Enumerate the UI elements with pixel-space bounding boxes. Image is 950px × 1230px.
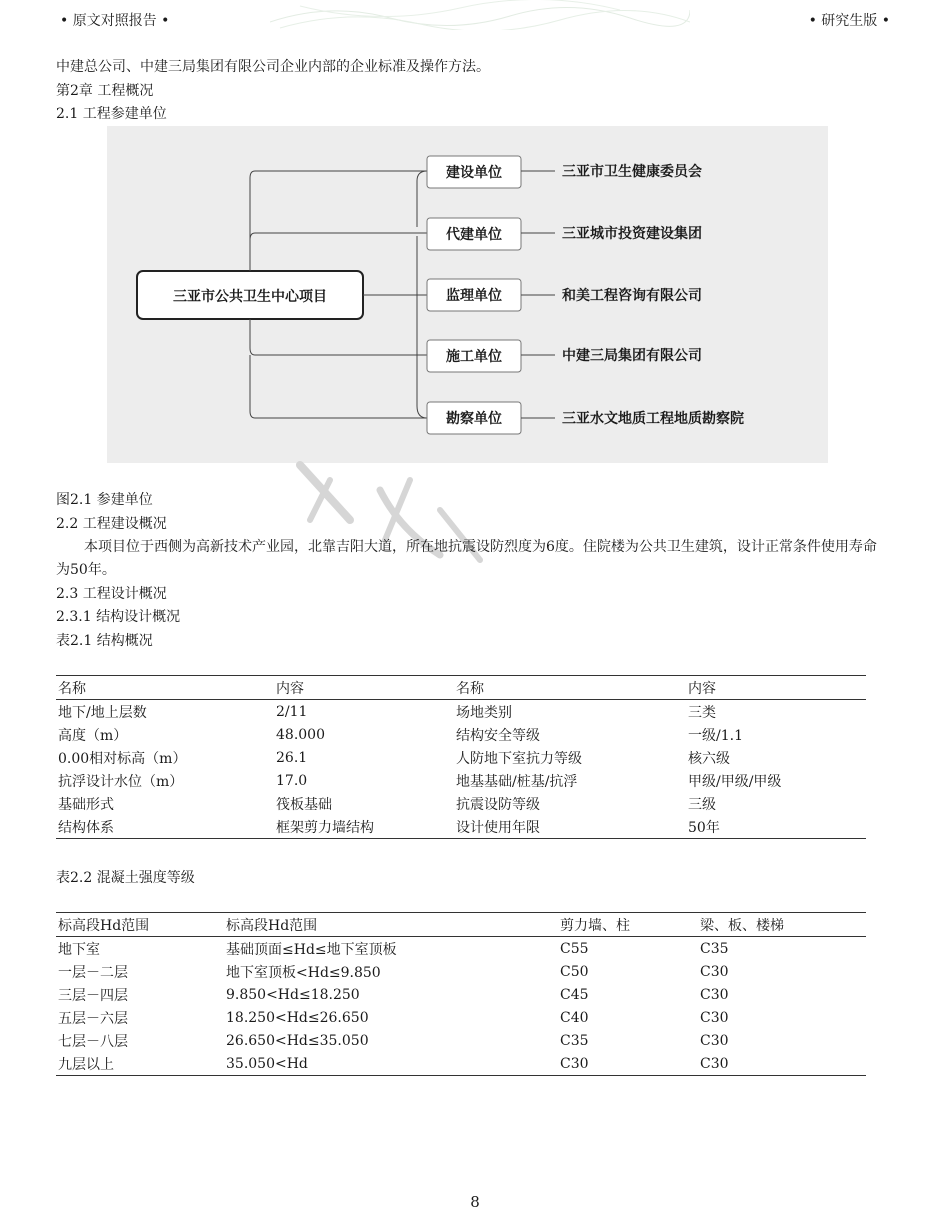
table-row [56,746,866,769]
header-ornament [270,0,690,30]
diagram-branch-2 [250,218,702,250]
table-cell: 9.850<Hd≤18.250 [226,986,360,1003]
table-header-row [56,676,866,700]
table-cell: 基础顶面≤Hd≤地下室顶板 [226,941,397,958]
table-header-cell: 标高段Hd范围 [224,913,558,937]
table2-caption: 表2.2 混凝土强度等级 [56,870,195,886]
table-row [56,1006,866,1029]
diagram-role-1: 建设单位 [446,165,502,181]
table-row [56,1029,866,1052]
table-cell: C45 [560,986,589,1003]
diagram-role-4: 施工单位 [446,349,502,365]
table-cell: 场地类别 [456,704,512,721]
table-header-cell: 名称 [56,676,274,700]
table-header-row [56,913,866,937]
table-cell: 核六级 [688,750,730,767]
table-cell: C50 [560,963,589,980]
diagram-role-3: 监理单位 [446,288,502,304]
table-header-cell: 剪力墙、柱 [558,913,698,937]
chapter-title: 第2章 工程概况 [56,83,154,99]
diagram-role-5: 勘察单位 [446,411,502,427]
table-cell: 抗震设防等级 [456,796,540,813]
table-cell: 基础形式 [58,796,114,813]
table-cell: 人防地下室抗力等级 [456,750,582,767]
table-cell: C55 [560,940,589,957]
table-header-cell: 梁、板、楼梯 [698,913,866,937]
table-cell: 设计使用年限 [454,815,686,839]
table-cell: C35 [560,1032,589,1049]
table-cell: 地下室 [58,941,100,958]
table1-caption: 表2.1 结构概况 [56,633,153,649]
table-row [56,815,866,839]
table-cell: 结构安全等级 [456,727,540,744]
diagram-branch-1 [250,156,702,271]
table-cell: 地基基础/桩基/抗浮 [456,773,578,790]
table-cell: 筏板基础 [276,796,332,813]
table-cell: C40 [560,1009,589,1026]
table-row [56,792,866,815]
participants-diagram [107,126,828,463]
header-right: • 研究生版 • [808,13,890,29]
table-cell: 48.000 [276,726,325,743]
table-cell: 17.0 [276,772,308,789]
table-cell: C30 [700,1009,729,1026]
section-2-1-heading: 2.1 工程参建单位 [56,106,167,122]
table-cell: 结构体系 [56,815,274,839]
table-cell: 18.250<Hd≤26.650 [226,1009,369,1026]
participants-diagram-svg [107,126,828,463]
table-cell: 框架剪力墙结构 [274,815,454,839]
concrete-grade-table [56,912,866,1076]
diagram-org-2: 三亚城市投资建设集团 [562,226,702,242]
table-row [56,983,866,1006]
section-2-3-1-heading: 2.3.1 结构设计概况 [56,609,181,625]
table-cell: 三级 [688,796,716,813]
table-row [56,1052,866,1076]
table-cell: 三类 [688,704,716,721]
diagram-org-5: 三亚水文地质工程地质勘察院 [562,411,744,427]
table-cell: 26.650<Hd≤35.050 [226,1032,369,1049]
page-number: 8 [470,1193,480,1211]
table-cell: 0.00相对标高（m） [58,750,187,767]
diagram-branch-4 [250,319,702,372]
table-row [56,960,866,983]
table-header-cell: 名称 [454,676,686,700]
diagram-org-1: 三亚市卫生健康委员会 [562,164,702,180]
table-cell: C30 [700,986,729,1003]
table-cell: C30 [558,1052,698,1076]
table-row [56,723,866,746]
table-cell: 三层－四层 [58,987,128,1004]
header-left: • 原文对照报告 • [60,13,170,29]
table-cell: 七层－八层 [58,1033,128,1050]
table-header-cell: 标高段Hd范围 [56,913,224,937]
structure-table [56,675,866,839]
table-cell: 35.050<Hd [224,1052,558,1076]
diagram-org-4: 中建三局集团有限公司 [562,348,702,364]
table-cell: 甲级/甲级/甲级 [688,773,782,790]
table-row [56,937,866,961]
intro-line: 中建总公司、中建三局集团有限公司企业内部的企业标准及操作方法。 [56,59,490,75]
table-header-cell: 内容 [686,676,866,700]
table-cell: 地下/地上层数 [58,704,147,721]
table-cell: 50年 [686,815,866,839]
diagram-org-3: 和美工程咨询有限公司 [562,288,702,304]
table-cell: 抗浮设计水位（m） [58,773,184,790]
diagram-center-text: 三亚市公共卫生中心项目 [173,289,327,305]
table-cell: 一层－二层 [58,964,128,981]
section-2-2-heading: 2.2 工程建设概况 [56,516,167,532]
table-row [56,700,866,724]
section-2-3-heading: 2.3 工程设计概况 [56,586,167,602]
table-cell: 2/11 [276,703,308,720]
figure-caption: 图2.1 参建单位 [56,492,153,508]
table-cell: 一级/1.1 [688,727,743,744]
table-cell: C35 [700,940,729,957]
table-cell: C30 [700,963,729,980]
section-2-2-paragraph: 本项目位于西侧为高新技术产业园，北靠吉阳大道，所在地抗震设防烈度为6度。住院楼为公共卫生建筑，设计正常条件使用寿命为50年。 [56,539,877,578]
diagram-role-2: 代建单位 [446,227,502,243]
table-header-cell: 内容 [274,676,454,700]
table-cell: C30 [698,1052,866,1076]
table-cell: 九层以上 [56,1052,224,1076]
table-cell: 五层－六层 [58,1010,128,1027]
table-cell: 地下室顶板<Hd≤9.850 [226,964,381,981]
table-row [56,769,866,792]
table-cell: 26.1 [276,749,308,766]
diagram-branch-3 [427,279,702,311]
table-cell: C30 [700,1032,729,1049]
table-cell: 高度（m） [58,727,128,744]
